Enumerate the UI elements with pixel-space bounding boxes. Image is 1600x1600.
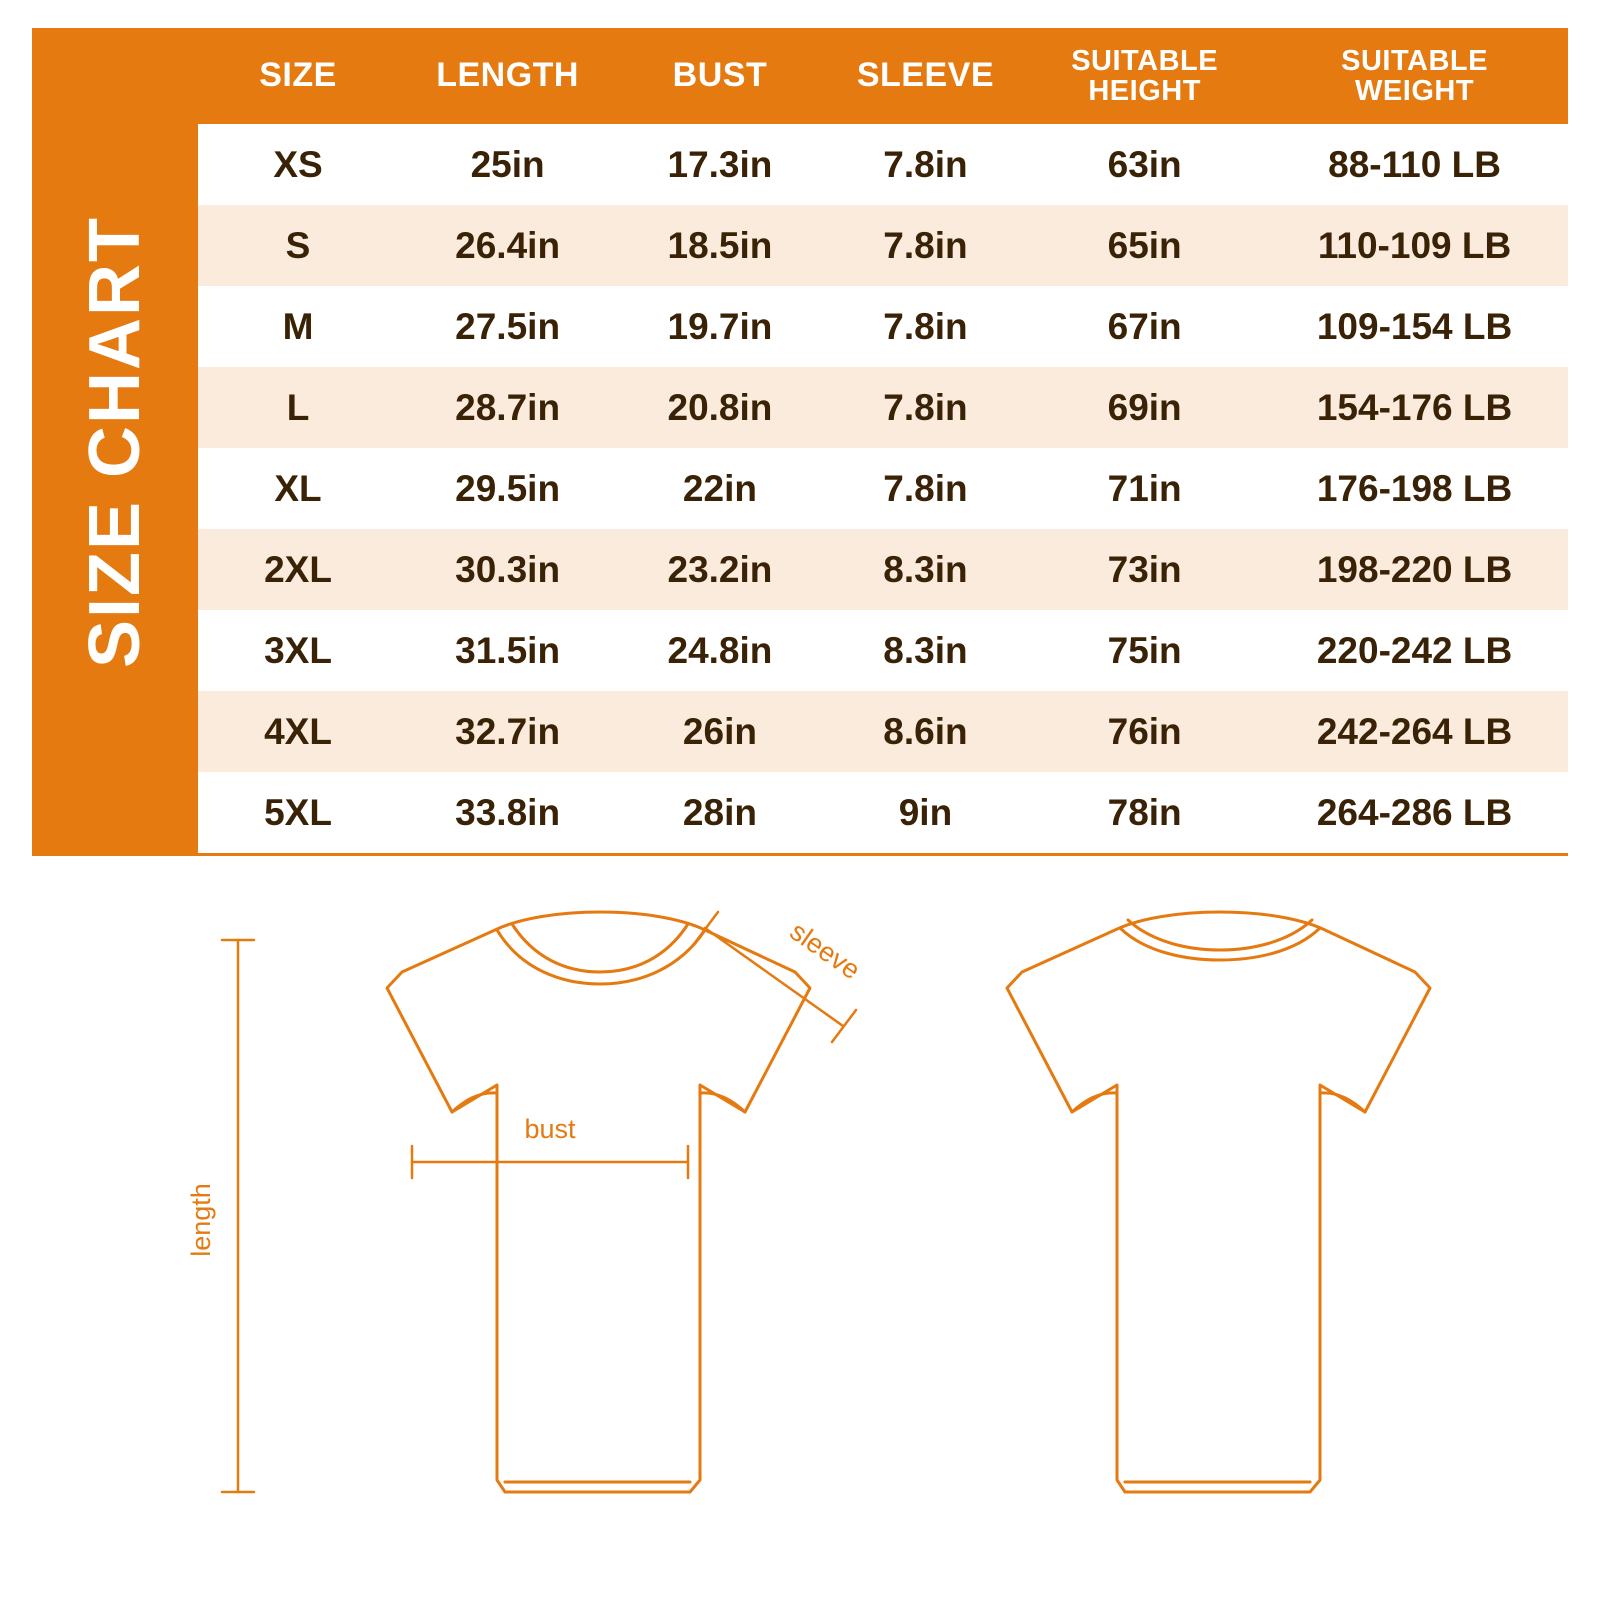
cell-sleeve: 9in [823,772,1029,853]
cell-bust: 28in [617,772,823,853]
column-header-suitable-height-line1: SUITABLE [1071,44,1219,77]
cell-weight: 242-264 LB [1261,691,1568,772]
cell-sleeve: 7.8in [823,286,1029,367]
table-row [198,772,1568,853]
cell-height: 63in [1028,124,1261,205]
cell-size: XS [198,124,398,205]
cell-bust: 19.7in [617,286,823,367]
cell-sleeve: 8.3in [823,529,1029,610]
column-header-suitable-height [1028,28,1261,124]
cell-weight: 264-286 LB [1261,772,1568,853]
cell-weight: 88-110 LB [1261,124,1568,205]
cell-bust: 17.3in [617,124,823,205]
cell-length: 25in [398,124,617,205]
cell-sleeve: 7.8in [823,367,1029,448]
cell-sleeve: 7.8in [823,124,1029,205]
cell-size: L [198,367,398,448]
size-table [198,28,1568,853]
column-header-suitable-weight [1261,28,1568,124]
cell-height: 75in [1028,610,1261,691]
table-row [198,124,1568,205]
table-row [198,367,1568,448]
cell-height: 78in [1028,772,1261,853]
cell-height: 71in [1028,448,1261,529]
cell-size: 4XL [198,691,398,772]
cell-sleeve: 8.3in [823,610,1029,691]
table-row [198,205,1568,286]
tshirt-front-icon [387,912,810,1492]
cell-size: XL [198,448,398,529]
table-row [198,529,1568,610]
cell-length: 30.3in [398,529,617,610]
table-row [198,610,1568,691]
cell-size: 3XL [198,610,398,691]
sleeve-label: sleeve [784,915,866,986]
cell-sleeve: 7.8in [823,448,1029,529]
cell-bust: 26in [617,691,823,772]
cell-weight: 220-242 LB [1261,610,1568,691]
cell-size: M [198,286,398,367]
cell-height: 65in [1028,205,1261,286]
table-row [198,448,1568,529]
table-header [198,28,1568,124]
table-body [198,124,1568,853]
cell-height: 76in [1028,691,1261,772]
cell-length: 28.7in [398,367,617,448]
cell-length: 31.5in [398,610,617,691]
bust-dimension-line [412,1146,688,1178]
bust-label: bust [524,1114,576,1144]
column-header-suitable-height-line2: HEIGHT [1088,75,1201,107]
cell-bust: 22in [617,448,823,529]
table-row [198,691,1568,772]
cell-height: 69in [1028,367,1261,448]
column-header-length: LENGTH [398,28,617,124]
cell-bust: 18.5in [617,205,823,286]
cell-weight: 154-176 LB [1261,367,1568,448]
cell-length: 33.8in [398,772,617,853]
page-title [32,28,198,856]
cell-weight: 110-109 LB [1261,205,1568,286]
cell-sleeve: 8.6in [823,691,1029,772]
cell-height: 67in [1028,286,1261,367]
tshirt-back-icon [1007,912,1430,1492]
cell-length: 29.5in [398,448,617,529]
column-header-suitable-weight-line1: SUITABLE [1341,44,1488,77]
sleeve-dimension-line [694,912,856,1042]
cell-bust: 23.2in [617,529,823,610]
cell-length: 32.7in [398,691,617,772]
length-label: length [186,1183,216,1257]
size-chart-block [32,28,1568,856]
cell-sleeve: 7.8in [823,205,1029,286]
measurement-diagram [0,880,1600,1580]
table-row [198,286,1568,367]
page-title-text: SIZE CHART [75,216,155,668]
column-header-size: SIZE [198,28,398,124]
cell-height: 73in [1028,529,1261,610]
size-table-container [198,28,1568,856]
cell-size: S [198,205,398,286]
cell-weight: 109-154 LB [1261,286,1568,367]
column-header-suitable-weight-line2: WEIGHT [1355,75,1475,107]
cell-size: 2XL [198,529,398,610]
cell-bust: 24.8in [617,610,823,691]
column-header-sleeve: SLEEVE [823,28,1029,124]
cell-size: 5XL [198,772,398,853]
cell-length: 26.4in [398,205,617,286]
cell-weight: 198-220 LB [1261,529,1568,610]
length-dimension-line [222,940,254,1492]
column-header-bust: BUST [617,28,823,124]
table-header-row [198,28,1568,124]
cell-length: 27.5in [398,286,617,367]
cell-weight: 176-198 LB [1261,448,1568,529]
cell-bust: 20.8in [617,367,823,448]
